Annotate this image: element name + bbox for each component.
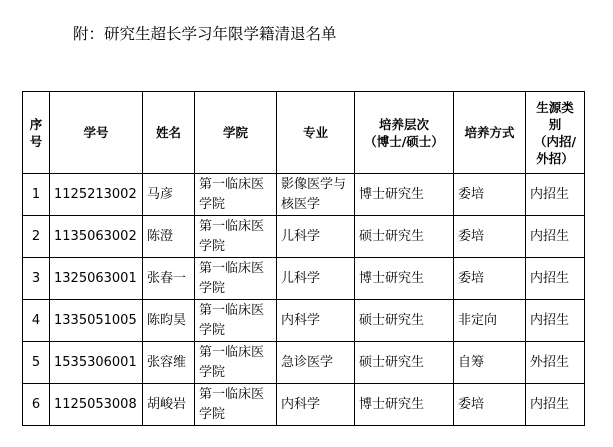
cell-source-type: 内招生 xyxy=(526,384,585,426)
cell-major: 内科学 xyxy=(277,300,355,342)
cell-degree-level: 硕士研究生 xyxy=(355,300,454,342)
cell-degree-level: 博士研究生 xyxy=(355,258,454,300)
cell-college: 第一临床医学院 xyxy=(195,258,277,300)
cell-index: 6 xyxy=(23,384,50,426)
cell-student-id: 1125213002 xyxy=(50,174,143,216)
cell-major: 急诊医学 xyxy=(277,342,355,384)
table-row xyxy=(23,342,585,384)
header-name xyxy=(143,92,195,174)
header-training-mode xyxy=(454,92,526,174)
cell-source-type: 内招生 xyxy=(526,258,585,300)
header-line: 培养方式 xyxy=(464,125,515,140)
header-major xyxy=(277,92,355,174)
header-line: 序 xyxy=(29,116,43,132)
cell-index: 1 xyxy=(23,174,50,216)
header-line: 号 xyxy=(29,133,43,149)
cell-degree-level: 硕士研究生 xyxy=(355,216,454,258)
cell-college: 第一临床医学院 xyxy=(195,342,277,384)
cell-training-mode: 自筹 xyxy=(454,342,526,384)
header-line: 学院 xyxy=(222,125,248,140)
cell-source-type: 内招生 xyxy=(526,216,585,258)
cell-source-type: 外招生 xyxy=(526,342,585,384)
cell-college: 第一临床医学院 xyxy=(195,300,277,342)
table-row xyxy=(23,300,585,342)
cell-major: 影像医学与核医学 xyxy=(277,174,355,216)
header-line: 培养层次 xyxy=(378,116,429,132)
cell-training-mode: 委培 xyxy=(454,258,526,300)
cell-student-id: 1535306001 xyxy=(50,342,143,384)
cell-name: 陈昀昊 xyxy=(143,300,195,342)
header-degree-level xyxy=(355,92,454,174)
cell-index: 2 xyxy=(23,216,50,258)
header-line: 专业 xyxy=(302,125,328,140)
header-source-type xyxy=(526,92,585,174)
cell-training-mode: 非定向 xyxy=(454,300,526,342)
cell-source-type: 内招生 xyxy=(526,174,585,216)
header-line: （内招/ xyxy=(533,133,577,149)
table-row xyxy=(23,384,585,426)
cell-training-mode: 委培 xyxy=(454,216,526,258)
header-college xyxy=(195,92,277,174)
cell-college: 第一临床医学院 xyxy=(195,174,277,216)
header-line: 外招） xyxy=(536,150,574,166)
cell-name: 胡峻岩 xyxy=(143,384,195,426)
table-header-row xyxy=(23,92,585,174)
cell-student-id: 1135063002 xyxy=(50,216,143,258)
cell-name: 张春一 xyxy=(143,258,195,300)
header-student-id xyxy=(50,92,143,174)
cell-college: 第一临床医学院 xyxy=(195,384,277,426)
cell-degree-level: 博士研究生 xyxy=(355,174,454,216)
cell-index: 3 xyxy=(23,258,50,300)
cell-college: 第一临床医学院 xyxy=(195,216,277,258)
header-line: 生源类 xyxy=(536,99,574,115)
header-index xyxy=(23,92,50,174)
table-row xyxy=(23,216,585,258)
cell-student-id: 1335051005 xyxy=(50,300,143,342)
cell-index: 4 xyxy=(23,300,50,342)
header-line: 姓名 xyxy=(155,125,181,140)
cell-name: 马彦 xyxy=(143,174,195,216)
cell-student-id: 1125053008 xyxy=(50,384,143,426)
cell-index: 5 xyxy=(23,342,50,384)
cell-training-mode: 委培 xyxy=(454,384,526,426)
cell-major: 内科学 xyxy=(277,384,355,426)
cell-name: 张容维 xyxy=(143,342,195,384)
header-line: 学号 xyxy=(83,125,109,140)
header-line: 别 xyxy=(548,116,562,132)
cell-degree-level: 硕士研究生 xyxy=(355,342,454,384)
cell-major: 儿科学 xyxy=(277,258,355,300)
dismissal-roster-table xyxy=(22,91,585,426)
cell-source-type: 内招生 xyxy=(526,300,585,342)
cell-name: 陈澄 xyxy=(143,216,195,258)
header-line: （博士/硕士） xyxy=(364,133,444,149)
cell-major: 儿科学 xyxy=(277,216,355,258)
table-row xyxy=(23,258,585,300)
document-title: 附：研究生超长学习年限学籍清退名单 xyxy=(73,25,337,43)
table-row xyxy=(23,174,585,216)
cell-degree-level: 博士研究生 xyxy=(355,384,454,426)
cell-student-id: 1325063001 xyxy=(50,258,143,300)
cell-training-mode: 委培 xyxy=(454,174,526,216)
